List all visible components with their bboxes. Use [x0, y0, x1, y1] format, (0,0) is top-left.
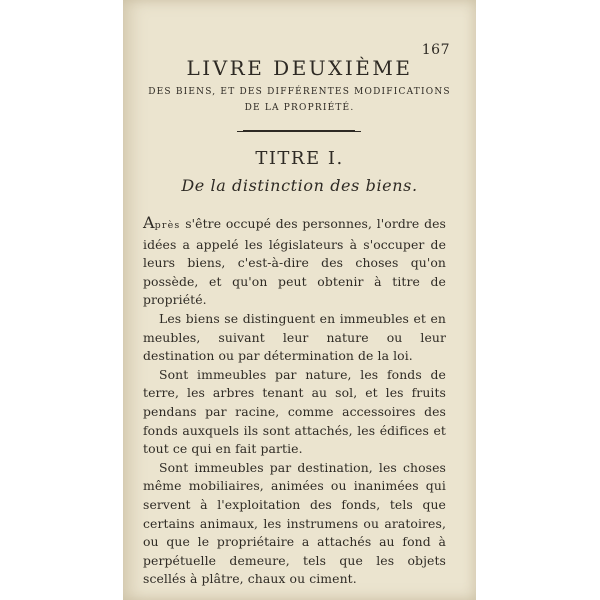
- paragraph-initial: A: [143, 213, 155, 232]
- page-number: 167: [421, 42, 450, 58]
- paragraph-4: Sont immeubles par destination, les choses même mobiliaires, animées ou inanimées qui servent à l'exploitation des fonds, tels que certains animaux, les instrumens ou aratoires, ou que le propriétaire a attachés au fond à perpétuelle demeure, tels que les objets scellés à plâtre, chaux ou ciment.: [143, 459, 446, 587]
- section-subheading: De la distinction des biens.: [181, 176, 418, 195]
- ornamental-divider: [243, 130, 355, 132]
- body-text: [143, 214, 446, 589]
- paragraph-3: Sont immeubles par nature, les fonds de terre, les arbres tenant au sol, et les fruits pendans par racine, comme accessoires des fonds auxquels ils sont attachés, les édifices et tout ce qui en fait partie.: [143, 366, 446, 457]
- book-subtitle: [123, 84, 476, 116]
- paragraph-2: Les biens se distinguent en immeubles et en meubles, suivant leur nature ou leur destination ou par détermination de la loi.: [143, 310, 446, 364]
- book-page: [123, 0, 476, 600]
- paragraph-1-text: s'être occupé des personnes, l'ordre des idées a appelé les législateurs à s'occuper de leurs biens, c'est-à-dire des choses qu'on possède, et qu'on peut obtenir à titre de propriété.: [143, 216, 446, 308]
- section-heading: TITRE I.: [255, 148, 344, 169]
- paragraph-1: [143, 214, 446, 310]
- subtitle-line-1: DES BIENS, ET DES DIFFÉRENTES MODIFICATIONS: [148, 87, 451, 97]
- subtitle-line-2: DE LA PROPRIÉTÉ.: [244, 103, 355, 113]
- book-title: LIVRE DEUXIÈME: [186, 56, 413, 80]
- paragraph-smallcaps: près: [154, 220, 181, 231]
